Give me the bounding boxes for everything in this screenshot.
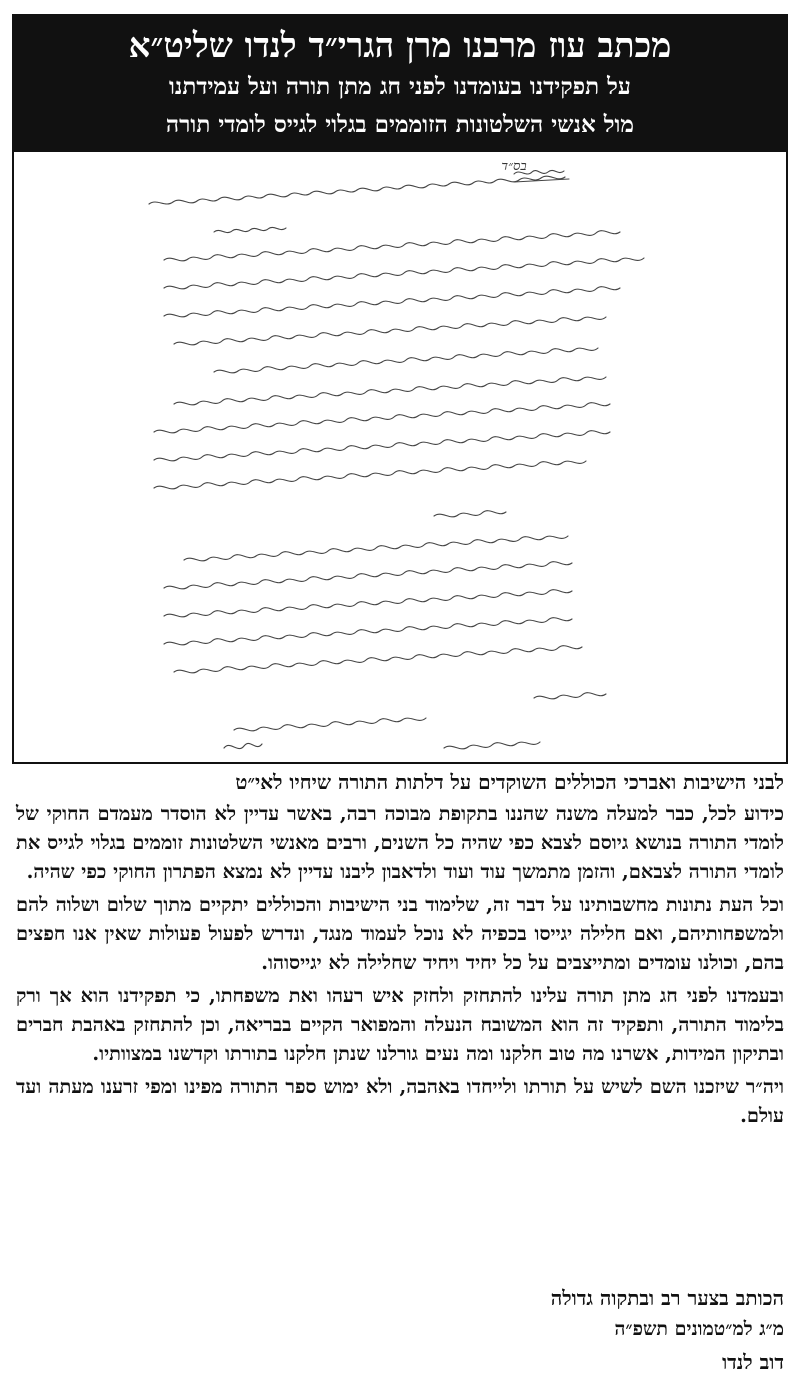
- page-subtitle-1: על תפקידנו בעומדנו לפני חג מתן תורה ועל עמידתנו: [169, 73, 631, 100]
- paragraph-4: ויה״ר שיזכנו השם לשיש על תורתו ולייחדו באהבה, ולא ימוש ספר התורה מפינו ומפי זרענו מעתה ועד עולם.: [16, 1075, 784, 1127]
- paragraph-2: וכל העת נתונות מחשבותינו על דבר זה, שלימוד בני הישיבות והכוללים יתקיים מתוך שלום ושלוה להם ולמשפחותיהם, ואם חלילה יגייסו בכפיה לא נוכל לעמוד מנגד, ונדרש לפעול פעולות שאין אנו חפצים בהם, וכולנו עומדים ומתייצבים על כל יחיד ויחיד שחלילה לא יגייסוהו.: [16, 893, 784, 974]
- letter-header-mark: בס״ד: [501, 159, 527, 174]
- handwriting-strokes: [149, 170, 644, 748]
- page-title: מכתב עוז מרבנו מרן הגרי״ד לנדו שליט״א: [128, 26, 672, 66]
- page-subtitle-2: מול אנשי השלטונות הזוממים בגלוי לגייס לומדי תורה: [165, 111, 635, 138]
- handwritten-letter-image: [12, 152, 788, 764]
- paragraph-3: ובעמדנו לפני חג מתן תורה עלינו להתחזק ולחזק איש רעהו ואת משפחתו, כי תפקידנו הוא אך ורק בלימוד התורה, ותפקיד זה הוא המשובח הנעלה והמפואר הקיים בבריאה, וכן להתחזק באהבת חברים ובתיקון המידות, אשרנו מה טוב חלקנו ומה נעים גורלנו שנתן חלקנו בתורתו וקדשנו במצוותיו.: [16, 984, 784, 1065]
- letter-transcript: [16, 768, 784, 1134]
- header-banner: [12, 14, 788, 152]
- signature-name: דוב לנדו: [722, 1350, 784, 1374]
- paragraph-1: כידוע לכל, כבר למעלה משנה שהננו בתקופת מבוכה רבה, באשר עדיין לא הוסדר מעמדם החוקי של לומדי התורה בנושא גיוסם לצבא כפי שהיה כל השנים, ורבים מאנשי השלטונות זוממים בגלוי לגייס את לומדי התורה לצבאם, והזמן מתמשך עוד ועוד ולדאבון ליבנו עדיין לא נמצא הפתרון החוקי כפי שהיה.: [16, 802, 784, 883]
- signature-line-1: הכותב בצער רב ובתקוה גדולה: [550, 1286, 784, 1310]
- signature-date: מ״ג למ״טמונים תשפ״ה: [614, 1318, 784, 1340]
- handwriting-scan: [14, 152, 786, 762]
- letter-address: לבני הישיבות ואברכי הכוללים השוקדים על דלתות התורה שיחיו לאי״ט: [235, 770, 784, 794]
